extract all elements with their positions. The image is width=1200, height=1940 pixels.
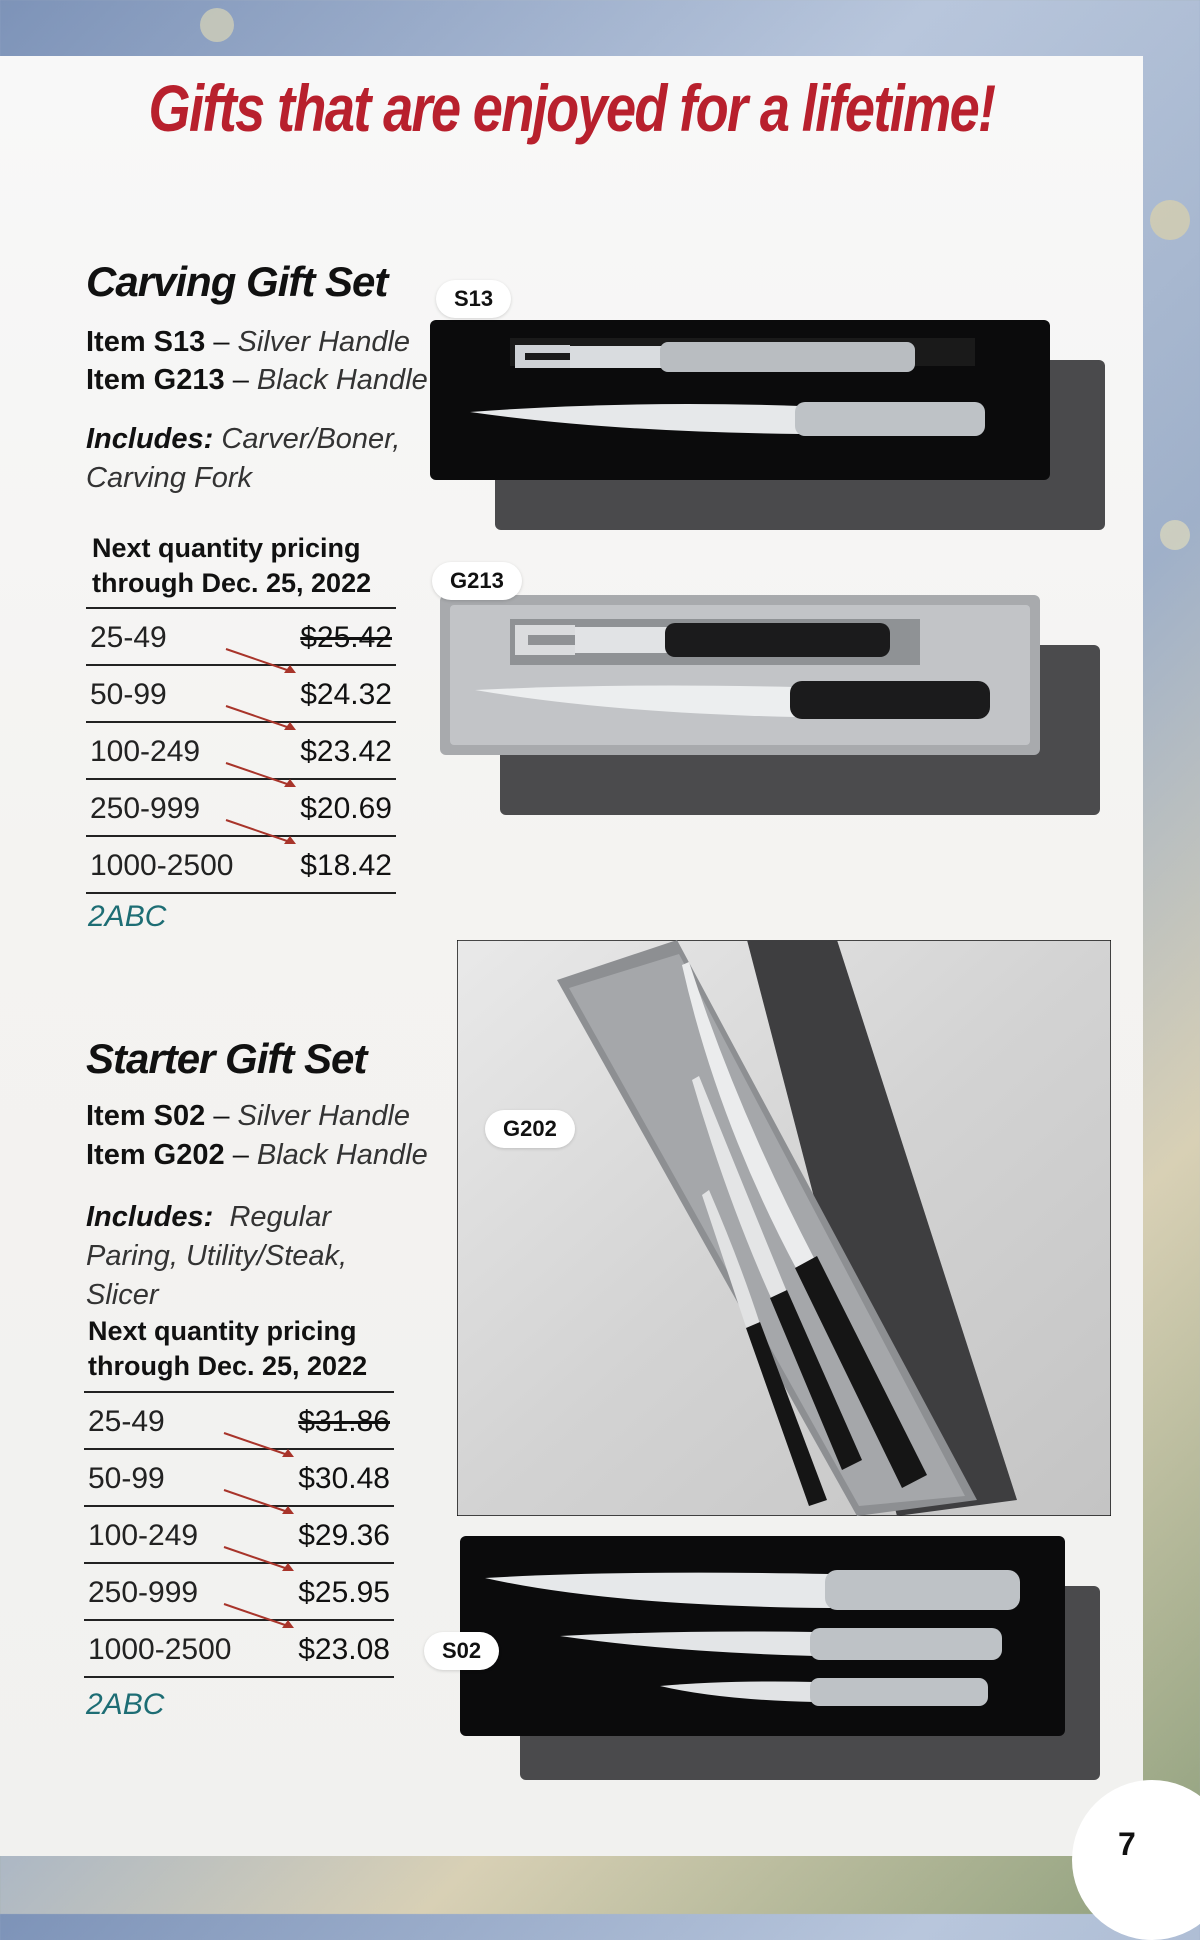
background-bokeh	[200, 8, 234, 42]
carving-code: 2ABC	[88, 900, 167, 933]
starter-price-table	[84, 1391, 394, 1678]
price-row: 50-99 $30.48	[84, 1450, 394, 1507]
g202-product-image	[457, 940, 1111, 1516]
s02-product-image	[460, 1536, 1110, 1786]
background-bokeh	[1160, 520, 1190, 550]
carving-set-title: Carving Gift Set	[86, 258, 388, 305]
price-row: 50-99 $24.32	[86, 666, 396, 723]
s13-label: S13	[436, 280, 511, 318]
carving-item-s13: Item S13 – Silver Handle	[86, 326, 411, 358]
price-row: 250-999 $20.69	[86, 780, 396, 837]
background-bokeh	[1150, 200, 1190, 240]
s13-product-image	[430, 320, 1110, 540]
price-row: 25-49 $31.86	[84, 1393, 394, 1450]
carving-item-g213: Item G213 – Black Handle	[86, 364, 428, 396]
price-row: 100-249 $29.36	[84, 1507, 394, 1564]
g213-label: G213	[432, 562, 522, 600]
starter-includes: Includes: Regular Paring, Utility/Steak, Slicer	[86, 1201, 348, 1311]
price-row: 250-999 $25.95	[84, 1564, 394, 1621]
starter-code: 2ABC	[86, 1688, 165, 1721]
starter-set-title: Starter Gift Set	[86, 1035, 367, 1082]
g202-label: G202	[485, 1110, 575, 1148]
price-row: 100-249 $23.42	[86, 723, 396, 780]
starter-item-s02: Item S02 – Silver Handle	[86, 1100, 411, 1132]
price-row: 25-49 $25.42	[86, 609, 396, 666]
price-row: 1000-2500 $18.42	[86, 837, 396, 894]
carving-pricing-header: Next quantity pricing through Dec. 25, 2022	[92, 533, 372, 598]
price-row: 1000-2500 $23.08	[84, 1621, 394, 1678]
page-headline: Gifts that are enjoyed for a lifetime!	[148, 71, 995, 145]
page-number: 7	[1118, 1826, 1136, 1862]
carving-price-table	[86, 607, 396, 894]
g213-product-image	[440, 595, 1110, 820]
starter-item-g202: Item G202 – Black Handle	[86, 1139, 428, 1171]
carving-includes: Includes: Carver/Boner, Carving Fork	[86, 423, 401, 494]
starter-pricing-header: Next quantity pricing through Dec. 25, 2022	[88, 1316, 368, 1381]
s02-label: S02	[424, 1632, 499, 1670]
